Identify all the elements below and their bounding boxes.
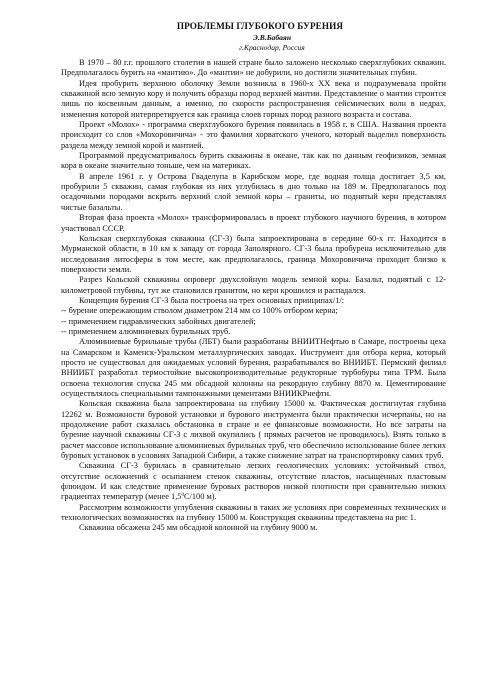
paragraph: Кольская сверхглубокая скважина (СГ-3) была запроектирована в середине 60-х гг. Находится в Мурманской области, в 10 км к западу от города Заполярного. СГ-3 была пробурена исключительно для исследования литосферы в том месте, как предполагалось, граница Мохоровичича проходит близко к поверхности земли. <box>61 233 446 274</box>
paragraph: В апреле 1961 г. у Острова Гваделупа в Карибском море, где водная толща достигает 3,5 км, пробурили 5 скважин, самая глубокая из них углубилась в дно только на 189 м. Предполагалось под осадочными породами вскрыть верхний слой земной коры – граниты, но поднятый керн представлял чистые базальты. <box>61 171 446 212</box>
principle-item: -- применением алюминиевых бурильных труб. <box>61 326 231 336</box>
superscript: 0 <box>181 493 184 499</box>
paragraph: Идея пробурить верхнюю оболочку Земли возникла в 1960-х XX века и подразумевала пройти скважиной всю земную кору и получить образцы пород верхней мантии. Представление о мантии строится лишь по косвенным данным, а именно, по скорости распространения сейсмических волн в недрах, изменения которой интерпретируется как граница слоев горных пород разного возраста и состава. <box>61 78 446 119</box>
article-title: ПРОБЛЕМЫ ГЛУБОКОГО БУРЕНИЯ <box>176 21 344 31</box>
article-author: Э.В.Бабаян <box>252 33 292 42</box>
paragraph: Разрез Кольской скважины опроверг двухслойную модель земной коры. Базальт, поднятый с 12-километровой глубины, тут же становился гранитом, но керн крошился и распадался. <box>61 275 446 295</box>
paragraph-text: Скважина СГ-3 бурилась в сравнительно легких геологических условиях: устойчивый ствол, отсутствие осложнений с осыпанием стенок скважины, отсутствие пластов, насыщенных пластовым флюидом. И как следствие применение буровых растворов низкой плотности при сравнительно низких градиентах температур (менее 1,5 <box>61 461 446 502</box>
paragraph-tail: С/100 м). <box>183 492 217 502</box>
paragraph: Скважина обсажена 245 мм обсадной колонной на глубину 9000 м. <box>79 523 318 533</box>
article-body <box>61 58 446 534</box>
paragraph: Алюминиевые бурильные трубы (ЛБТ) были разработаны ВНИИТНефтью в Самаре, построены цеха на Самарском и Каменск-Уральском металлургических заводах. Инструмент для отбора керна, который просто не существовал для ожидаемых условий бурения, разрабатывался во ВНИИБТ. Пермский филиал ВНИИБТ разработал термостойкие высокопроизводительные редукторные турбобуры типа ТРМ. Была освоена технология спуска 245 мм обсадной колонны на рекордную глубину 8870 м. Цементирование осуществлялось специальными тампонажными цементами ВНИИКРнефти. <box>61 337 446 398</box>
paragraph: Рассмотрим возможности углубления скважины в таких же условиях при современных технических и технологических возможностях на глубину 15000 м. Конструкция скважины представлена на рис 1. <box>61 502 446 523</box>
paragraph: Вторая фаза проекта «Молох» трансформировалась в проект глубокого научного бурения, в котором участвовал СССР. <box>61 213 446 233</box>
paragraph <box>61 461 446 502</box>
article-affiliation: г.Краснодар, Россия <box>239 43 305 52</box>
article-header <box>0 0 484 52</box>
paragraph: Проект «Молох» - программа сверхглубокого бурения появилась в 1958 г. в США. Названия проекта происходит со слов «Мохоровичича» - это фамилия хорватского ученого, который выделил поверхность раздела между земной корой и мантией. <box>61 120 446 150</box>
principle-item: -- бурение опережающим стволом диаметром 214 мм со 100% отбором керна; <box>61 306 338 316</box>
paragraph: В 1970 – 80 г.г. прошлого столетия в нашей стране было заложено несколько сверхглубоких скважин. Предполагалось бурить на «мантию». До «мантии» не добурили, но достигли значительных глубин. <box>61 58 446 78</box>
paragraph: Кольская скважина была запроектирована на глубину 15000 м. Фактическая достигнутая глубина 12262 м. Возможности буровой установки и бурового инструмента были практически исчерпаны, но на продолжение работ сказалась обстановка в стране и ее финансовые возможности. Но все затраты на бурение научной скважины СГ-3 с лихвой окупились ( прямых расчетов не проводилось). Взять только в расчет массовое использование алюминиевых бурильных труб, что обеспечило использование более легких буровых установок в условиях Западной Сибири, а также снижение затрат на транспортировку самих труб. <box>61 399 446 461</box>
paragraph: Концепция бурения СГ-3 была построена на трех основных принципах/1/: <box>79 295 345 305</box>
principle-item: -- применением гидравлических забойных двигателей; <box>61 316 256 326</box>
paragraph: Программой предусматривалось бурить скважины в океане, так как по данным геофизиков, земная кора в океане значительно тоньше, чем на материках. <box>61 151 446 171</box>
